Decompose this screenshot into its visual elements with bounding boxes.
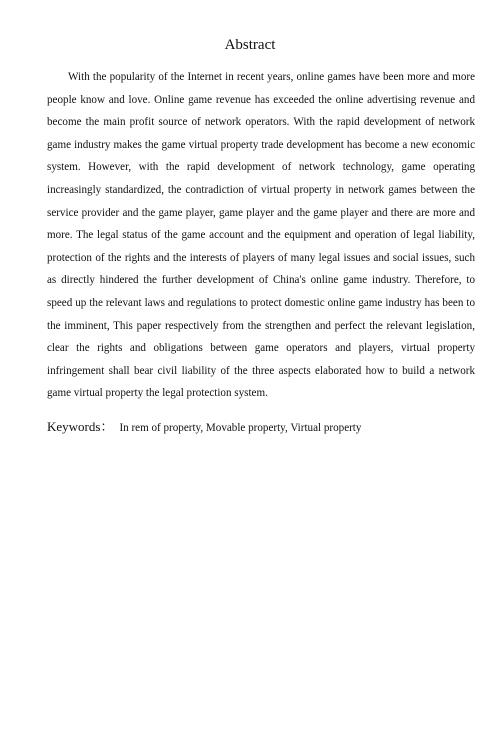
keywords-separator: ： [100, 419, 114, 434]
keywords-values: In rem of property, Movable property, Virtual property [119, 422, 362, 434]
keywords-label: Keywords [47, 419, 101, 434]
keywords-line [47, 418, 475, 437]
page-title: Abstract [224, 37, 276, 53]
abstract-paragraph: With the popularity of the Internet in recent years, online games have been more and more people know and love. Online game revenue has exceeded the online advertising revenue and become the main profit source of network operators. With the rapid development of network game industry makes the game virtual property trade development has become a new economic system. However, with the rapid development of network technology, game operating increasingly standardized, the contradiction of virtual property in network games between the service provider and the game player, game player and the game player and there are more and more. The legal status of the game account and the equipment and operation of legal liability, protection of the rights and the interests of players of many legal issues and social issues, such as directly hindered the further development of China's online game industry. Therefore, to speed up the relevant laws and regulations to protect domestic online game industry has been to the imminent, This paper respectively from the strengthen and perfect the relevant legislation, clear the rights and obligations between game operators and players, virtual property infringement shall bear civil liability of the three aspects elaborated how to build a network game virtual property the legal protection system. [47, 71, 475, 400]
